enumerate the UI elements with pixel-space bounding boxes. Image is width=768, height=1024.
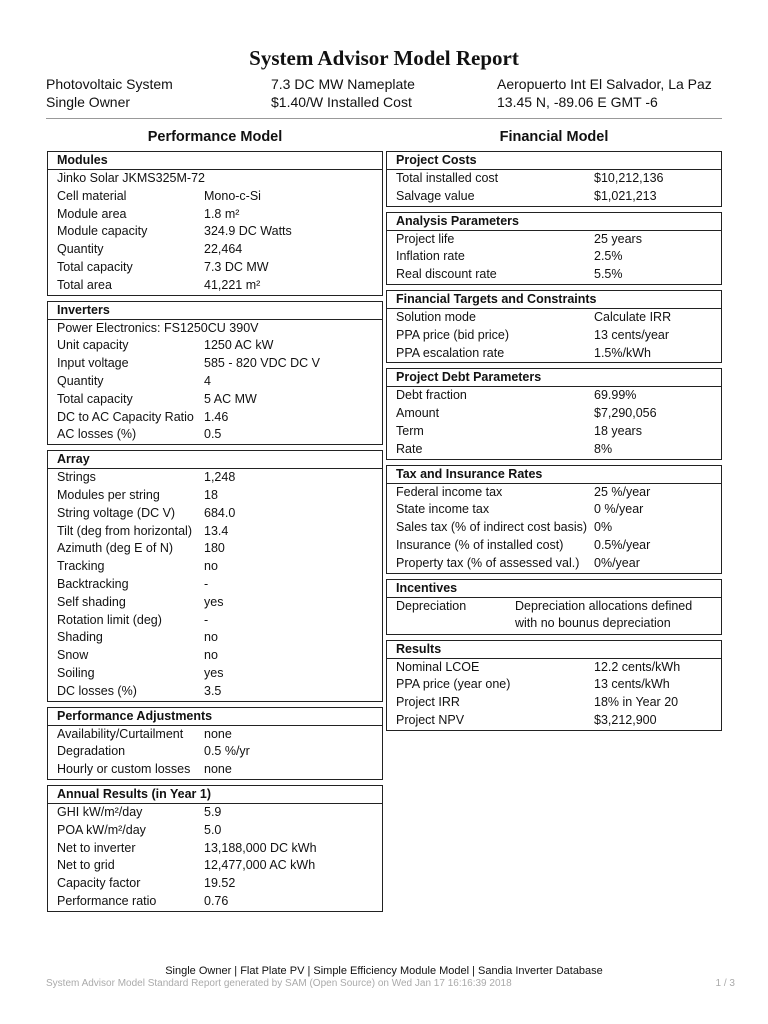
row-value: 684.0 xyxy=(204,505,236,520)
array-box xyxy=(47,450,383,701)
row-value: - xyxy=(204,576,209,591)
annual-results-heading: Annual Results (in Year 1) xyxy=(48,786,382,804)
row-value: 13 cents/kWh xyxy=(594,677,670,692)
results-heading: Results xyxy=(387,641,721,659)
row-label: Total installed cost xyxy=(396,171,499,185)
incentive-value: Depreciation allocations defined with no bounus depreciation xyxy=(515,598,693,631)
row-label: Salvage value xyxy=(396,188,475,203)
table-row xyxy=(48,373,382,391)
table-row xyxy=(387,387,721,405)
row-label: Insurance (% of installed cost) xyxy=(396,537,564,552)
report-title: System Advisor Model Report xyxy=(249,46,519,70)
owner-type: Single Owner xyxy=(46,94,131,110)
inverter-name: Power Electronics: FS1250CU 390V xyxy=(57,320,259,335)
table-row xyxy=(48,822,382,840)
row-value: $1,021,213 xyxy=(594,188,657,203)
row-label: Rotation limit (deg) xyxy=(57,612,162,627)
row-label: Self shading xyxy=(57,594,126,609)
row-value: 324.9 DC Watts xyxy=(204,224,292,239)
table-row xyxy=(48,761,382,779)
row-label: Availability/Curtailment xyxy=(57,726,184,741)
table-row xyxy=(48,277,382,295)
row-value: 18 xyxy=(204,487,218,502)
analysis-parameters-heading: Analysis Parameters xyxy=(387,213,721,231)
row-label: Net to grid xyxy=(57,858,115,873)
table-row xyxy=(48,743,382,761)
footer-generated: System Advisor Model Standard Report generated by SAM (Open Source) on Wed Jan 17 16:16:39 2018 xyxy=(46,978,512,989)
row-label: Backtracking xyxy=(57,576,129,591)
row-label: Module area xyxy=(57,206,127,221)
row-label: Debt fraction xyxy=(396,388,467,403)
row-label: Strings xyxy=(57,470,96,485)
row-label: Inflation rate xyxy=(396,249,465,264)
row-value: 7.3 DC MW xyxy=(204,259,269,274)
row-value: 0.5 xyxy=(204,427,222,442)
row-label: Hourly or custom losses xyxy=(57,762,191,777)
row-value: 41,221 m² xyxy=(204,277,261,292)
location-name: Aeropuerto Int El Salvador, La Paz xyxy=(497,76,712,92)
row-label: Project IRR xyxy=(396,695,460,710)
table-row xyxy=(48,469,382,487)
row-value: 5.9 xyxy=(204,804,222,819)
row-label: Tracking xyxy=(57,559,105,574)
row-label: Snow xyxy=(57,648,89,663)
row-value: $7,290,056 xyxy=(594,406,657,421)
nameplate: 7.3 DC MW Nameplate xyxy=(271,76,415,92)
header-location-info xyxy=(497,75,722,111)
row-label: Input voltage xyxy=(57,356,129,371)
table-row xyxy=(48,206,382,224)
inverters-heading: Inverters xyxy=(48,302,382,320)
row-value: $3,212,900 xyxy=(594,712,657,727)
row-label: Project NPV xyxy=(396,712,465,727)
row-value: 0.5 %/yr xyxy=(204,744,250,759)
row-value: 13 cents/year xyxy=(594,327,670,342)
row-label: State income tax xyxy=(396,502,490,517)
table-row xyxy=(48,893,382,911)
row-label: AC losses (%) xyxy=(57,427,137,442)
table-row xyxy=(48,391,382,409)
table-row xyxy=(48,647,382,665)
financial-targets-box xyxy=(386,290,722,363)
row-value: 4 xyxy=(204,373,211,388)
incentive-label: Depreciation xyxy=(396,598,467,613)
row-label: Real discount rate xyxy=(396,267,497,282)
table-row xyxy=(48,665,382,683)
row-label: Total capacity xyxy=(57,391,133,406)
table-row xyxy=(387,659,721,677)
row-value: 25 years xyxy=(594,231,642,246)
table-row xyxy=(387,345,721,363)
tax-insurance-heading: Tax and Insurance Rates xyxy=(387,466,721,484)
row-label: Amount xyxy=(396,406,440,421)
row-value: 1.8 m² xyxy=(204,206,240,221)
table-row xyxy=(387,188,721,206)
installed-cost: $1.40/W Installed Cost xyxy=(271,94,412,110)
row-value: yes xyxy=(204,594,224,609)
row-label: POA kW/m²/day xyxy=(57,822,146,837)
row-value: no xyxy=(204,630,218,645)
debt-parameters-box xyxy=(386,368,722,459)
row-value: 0% xyxy=(594,520,613,535)
row-value: 22,464 xyxy=(204,242,243,257)
row-label: PPA escalation rate xyxy=(396,345,505,360)
row-label: Quantity xyxy=(57,242,104,257)
row-label: Tilt (deg from horizontal) xyxy=(57,523,192,538)
row-label: Rate xyxy=(396,441,423,456)
array-heading: Array xyxy=(48,451,382,469)
performance-model-title: Performance Model xyxy=(147,129,283,145)
footer-models: Single Owner | Flat Plate PV | Simple Efficiency Module Model | Sandia Inverter Database xyxy=(165,965,603,977)
table-row xyxy=(48,804,382,822)
table-row xyxy=(48,558,382,576)
row-value: $10,212,136 xyxy=(594,171,664,185)
row-label: Federal income tax xyxy=(396,484,503,499)
table-row xyxy=(48,241,382,259)
table-row xyxy=(387,484,721,502)
row-label: DC to AC Capacity Ratio xyxy=(57,409,194,424)
row-value: 5.0 xyxy=(204,822,222,837)
inverter-name-row xyxy=(48,320,382,338)
modules-heading: Modules xyxy=(48,152,382,170)
table-row xyxy=(387,231,721,249)
table-row xyxy=(48,337,382,355)
financial-column xyxy=(386,151,722,736)
financial-targets-heading: Financial Targets and Constraints xyxy=(387,291,721,309)
row-value: 69.99% xyxy=(594,388,637,403)
table-row xyxy=(387,170,721,188)
project-costs-box xyxy=(386,151,722,207)
row-value: 5 AC MW xyxy=(204,391,257,406)
table-row xyxy=(387,266,721,284)
table-row xyxy=(48,629,382,647)
incentives-row xyxy=(387,598,721,634)
row-label: Sales tax (% of indirect cost basis) xyxy=(396,520,588,535)
row-label: Quantity xyxy=(57,373,104,388)
debt-parameters-heading: Project Debt Parameters xyxy=(387,369,721,387)
row-value: 180 xyxy=(204,541,225,556)
incentives-heading: Incentives xyxy=(387,580,721,598)
row-value: 18% in Year 20 xyxy=(594,695,679,710)
row-value: Calculate IRR xyxy=(594,309,672,324)
row-value: Mono-c-Si xyxy=(204,188,261,203)
row-label: DC losses (%) xyxy=(57,683,137,698)
row-label: Term xyxy=(396,423,424,438)
row-label: Project life xyxy=(396,231,455,246)
table-row xyxy=(48,259,382,277)
row-label: GHI kW/m²/day xyxy=(57,804,143,819)
performance-column xyxy=(47,151,383,917)
row-value: none xyxy=(204,762,232,777)
row-value: 0.76 xyxy=(204,893,229,908)
row-value: 0%/year xyxy=(594,555,640,570)
table-row xyxy=(48,188,382,206)
row-value: 12,477,000 AC kWh xyxy=(204,858,316,873)
row-label: Solution mode xyxy=(396,309,476,324)
row-value: 0 %/year xyxy=(594,502,644,517)
row-label: Shading xyxy=(57,630,103,645)
annual-results-box xyxy=(47,785,383,912)
row-label: Total area xyxy=(57,277,112,292)
row-value: 18 years xyxy=(594,423,642,438)
row-label: Module capacity xyxy=(57,224,148,239)
table-row xyxy=(48,612,382,630)
table-row xyxy=(387,405,721,423)
row-value: no xyxy=(204,648,218,663)
project-costs-heading: Project Costs xyxy=(387,152,721,170)
row-label: Nominal LCOE xyxy=(396,659,480,674)
table-row xyxy=(387,441,721,459)
table-row xyxy=(48,540,382,558)
table-row xyxy=(387,676,721,694)
module-name-row xyxy=(48,170,382,188)
table-row xyxy=(48,487,382,505)
table-row xyxy=(48,355,382,373)
table-row xyxy=(48,840,382,858)
analysis-parameters-box xyxy=(386,212,722,285)
header-system-info xyxy=(46,75,173,111)
table-row xyxy=(387,248,721,266)
performance-adjustments-box xyxy=(47,707,383,780)
table-row xyxy=(48,426,382,444)
inverters-box xyxy=(47,301,383,446)
table-row xyxy=(387,501,721,519)
row-label: Azimuth (deg E of N) xyxy=(57,541,174,556)
table-row xyxy=(387,423,721,441)
table-row xyxy=(387,327,721,345)
row-value: 12.2 cents/kWh xyxy=(594,659,681,674)
row-value: no xyxy=(204,559,218,574)
row-label: Net to inverter xyxy=(57,840,136,855)
row-label: Soiling xyxy=(57,665,95,680)
row-label: Cell material xyxy=(57,188,127,203)
row-value: 0.5%/year xyxy=(594,537,651,552)
table-row xyxy=(48,576,382,594)
row-value: yes xyxy=(204,665,224,680)
table-row xyxy=(48,223,382,241)
table-row xyxy=(48,505,382,523)
row-value: - xyxy=(204,612,209,627)
row-value: 25 %/year xyxy=(594,484,651,499)
row-value: 1250 AC kW xyxy=(204,338,274,353)
row-label: Performance ratio xyxy=(57,893,157,908)
modules-box xyxy=(47,151,383,296)
row-value: 585 - 820 VDC DC V xyxy=(204,356,321,371)
row-value: none xyxy=(204,726,232,741)
financial-model-title: Financial Model xyxy=(499,129,609,145)
table-row xyxy=(48,683,382,701)
table-row xyxy=(48,875,382,893)
table-row xyxy=(48,409,382,427)
module-name: Jinko Solar JKMS325M-72 xyxy=(57,171,205,185)
header-divider xyxy=(46,118,722,119)
row-label: Total capacity xyxy=(57,259,133,274)
tax-insurance-box xyxy=(386,465,722,574)
row-label: Modules per string xyxy=(57,487,160,502)
header-capacity-info xyxy=(271,75,415,111)
page-number: 1 / 3 xyxy=(715,978,735,989)
table-row xyxy=(387,537,721,555)
row-value: 3.5 xyxy=(204,683,222,698)
results-box xyxy=(386,640,722,731)
table-row xyxy=(48,594,382,612)
table-row xyxy=(387,694,721,712)
row-label: PPA price (year one) xyxy=(396,677,511,692)
row-value: 5.5% xyxy=(594,267,623,282)
row-value: 13,188,000 DC kWh xyxy=(204,840,317,855)
row-value: 1,248 xyxy=(204,470,236,485)
row-label: Unit capacity xyxy=(57,338,129,353)
table-row xyxy=(387,712,721,730)
table-row xyxy=(48,726,382,744)
row-value: 13.4 xyxy=(204,523,229,538)
row-label: Capacity factor xyxy=(57,876,141,891)
system-type: Photovoltaic System xyxy=(46,76,173,92)
row-value: 1.5%/kWh xyxy=(594,345,651,360)
row-value: 2.5% xyxy=(594,249,623,264)
table-row xyxy=(48,523,382,541)
row-value: 1.46 xyxy=(204,409,229,424)
row-value: 19.52 xyxy=(204,876,236,891)
incentives-box xyxy=(386,579,722,635)
table-row xyxy=(387,519,721,537)
row-value: 8% xyxy=(594,441,613,456)
table-row xyxy=(48,857,382,875)
row-label: PPA price (bid price) xyxy=(396,327,510,342)
row-label: Property tax (% of assessed val.) xyxy=(396,555,580,570)
performance-adjustments-heading: Performance Adjustments xyxy=(48,708,382,726)
table-row xyxy=(387,309,721,327)
table-row xyxy=(387,555,721,573)
row-label: String voltage (DC V) xyxy=(57,505,176,520)
row-label: Degradation xyxy=(57,744,126,759)
coordinates: 13.45 N, -89.06 E GMT -6 xyxy=(497,94,658,110)
